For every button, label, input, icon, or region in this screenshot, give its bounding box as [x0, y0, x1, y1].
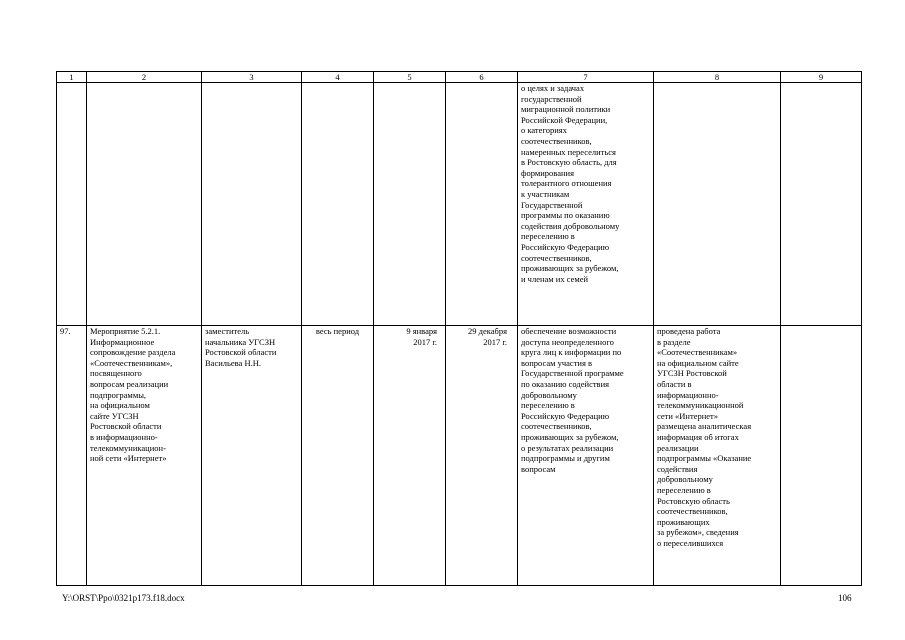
cell-empty [202, 83, 302, 326]
header-col-8: 8 [654, 72, 781, 83]
footer-file-path: Y:\ORST\Ppo\0321p173.f18.docx [62, 593, 185, 603]
header-col-1: 1 [57, 72, 87, 83]
cell-result-continued: о целях и задачах государственной миграционной политики Российской Федерации, о категориях соотечественников, намеренных переселиться в Ростовскую область, для формирования толерантного отношения к участникам Государственной программы по оказанию содействия добровольному переселению в Российскую Федерацию соотечественников, проживающих за рубежом, и членам их семей [518, 83, 654, 326]
cell-col9 [781, 326, 862, 586]
header-col-3: 3 [202, 72, 302, 83]
header-row [57, 72, 862, 83]
header-col-6: 6 [446, 72, 518, 83]
cell-event: Мероприятие 5.2.1. Информационное сопровождение раздела «Соотечественникам», посвященного вопросам реализации подпрограммы, на официальном сайте УГСЗН Ростовской области в информационно- телекоммуникацион- ной сети «Интернет» [87, 326, 202, 586]
cell-empty [446, 83, 518, 326]
cell-responsible: заместитель начальника УГСЗН Ростовской области Васильева Н.Н. [202, 326, 302, 586]
cell-period: весь период [302, 326, 374, 586]
table-row-97 [57, 326, 862, 586]
cell-start-date: 9 января 2017 г. [374, 326, 446, 586]
cell-expected-result: обеспечение возможности доступа неопределенного круга лиц к информации по вопросам участия в Государственной программе по оказанию содействия добровольному переселению в Российскую Федерацию соотечественников, проживающих за рубежом, о результатах реализации подпрограммы и другим вопросам [518, 326, 654, 586]
cell-end-date: 29 декабря 2017 г. [446, 326, 518, 586]
report-table [56, 71, 862, 586]
header-col-7: 7 [518, 72, 654, 83]
cell-empty [87, 83, 202, 326]
footer-page-number: 106 [838, 593, 852, 603]
cell-empty [654, 83, 781, 326]
cell-row-number: 97. [57, 326, 87, 586]
header-col-2: 2 [87, 72, 202, 83]
header-col-4: 4 [302, 72, 374, 83]
cell-empty [781, 83, 862, 326]
cell-empty [374, 83, 446, 326]
header-col-9: 9 [781, 72, 862, 83]
cell-actual-result: проведена работа в разделе «Соотечественникам» на официальном сайте УГСЗН Ростовской области в информационно- телекоммуникационной сети «Интернет» размещена аналитическая информация об итогах реализации подпрограммы «Оказание содействия добровольному переселению в Ростовскую область соотечественников, проживающих за рубежом», сведения о переселившихся [654, 326, 781, 586]
table-row-continuation [57, 83, 862, 326]
cell-empty [57, 83, 87, 326]
header-col-5: 5 [374, 72, 446, 83]
cell-empty [302, 83, 374, 326]
